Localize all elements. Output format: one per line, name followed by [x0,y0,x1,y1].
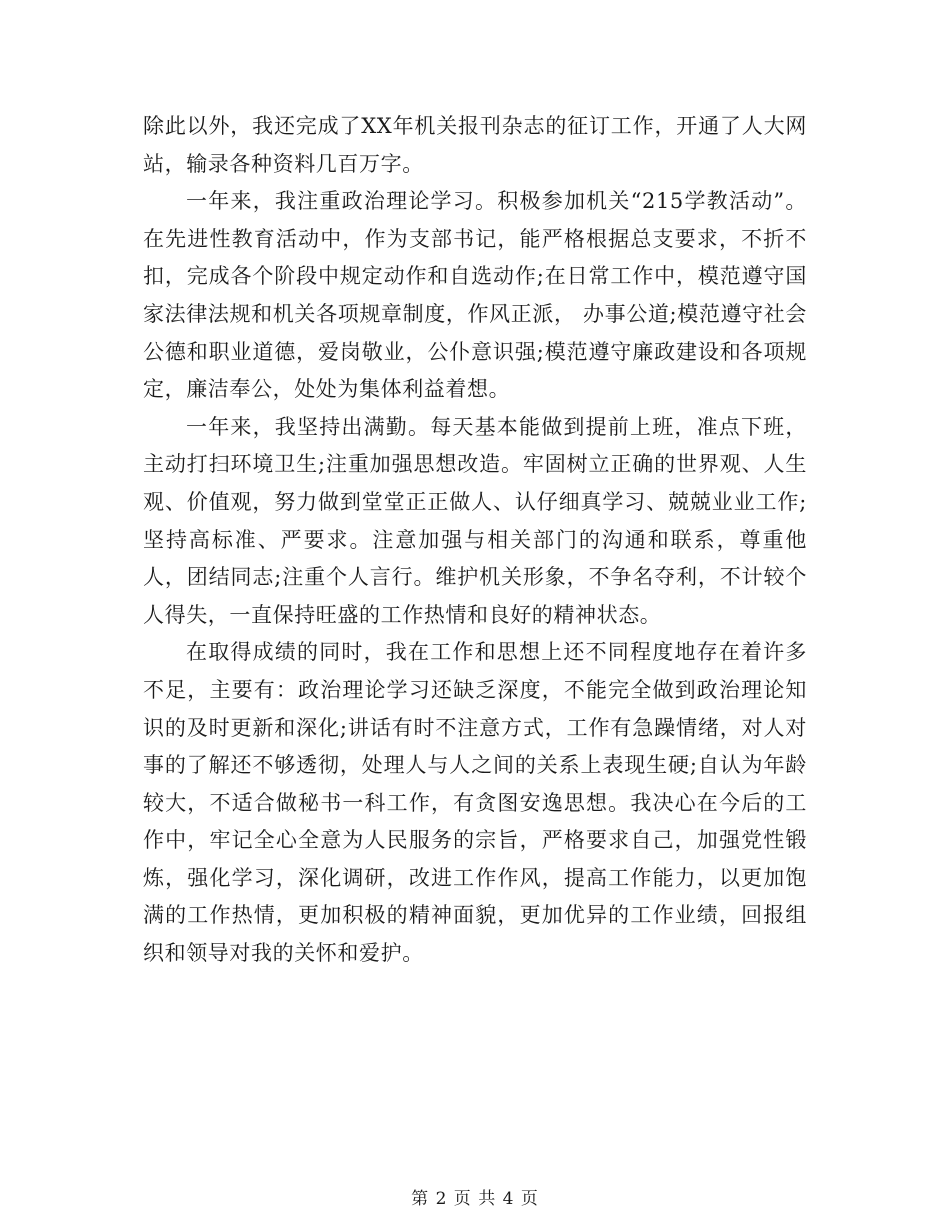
paragraph-1: 除此以外，我还完成了XX年机关报刊杂志的征订工作，开通了人大网站，输录各种资料几百万字。 [143,114,807,176]
page-number-label: 第 2 页 共 4 页 [411,1189,539,1209]
paragraph-3: 一年来，我坚持出满勤。每天基本能做到提前上班，准点下班，主动打扫环境卫生;注重加强思想改造。牢固树立正确的世界观、人生观、价值观，努力做到堂堂正正做人、认仔细真学习、兢兢业业工作;坚持高标准、严要求。注意加强与相关部门的沟通和联系，尊重他人，团结同志;注重个人言行。维护机关形象，不争名夺利，不计较个人得失，一直保持旺盛的工作热情和良好的精神状态。 [143,414,807,627]
page-footer [0,1184,950,1209]
paragraph-2: 一年来，我注重政治理论学习。积极参加机关“215学教活动”。在先进性教育活动中，作为支部书记，能严格根据总支要求，不折不扣，完成各个阶段中规定动作和自选动作;在日常工作中，模范遵守国家法律法规和机关各项规章制度，作风正派， 办事公道;模范遵守社会公德和职业道德，爱岗敬业，公仆意识强;模范遵守廉政建设和各项规定，廉洁奉公，处处为集体利益着想。 [143,189,807,402]
document-body [143,108,807,973]
paragraph-4: 在取得成绩的同时，我在工作和思想上还不同程度地存在着许多不足，主要有：政治理论学习还缺乏深度，不能完全做到政治理论知识的及时更新和深化;讲话有时不注意方式，工作有急躁情绪，对人对事的了解还不够透彻，处理人与人之间的关系上表现生硬;自认为年龄较大，不适合做秘书一科工作，有贪图安逸思想。我决心在今后的工作中，牢记全心全意为人民服务的宗旨，严格要求自己，加强党性锻炼，强化学习，深化调研，改进工作作风，提高工作能力，以更加饱满的工作热情，更加积极的精神面貌，更加优异的工作业绩，回报组织和领导对我的关怀和爱护。 [143,640,807,966]
